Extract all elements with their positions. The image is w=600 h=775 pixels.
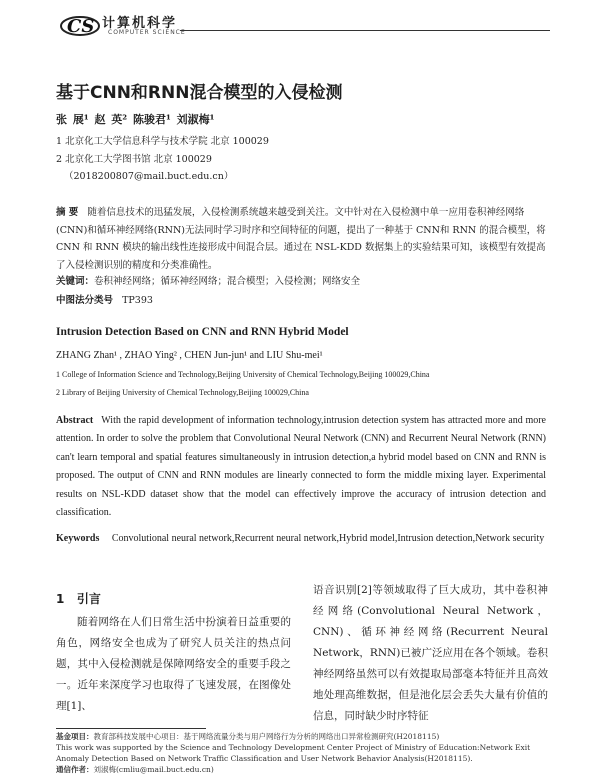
section-title: 引言 bbox=[76, 592, 101, 606]
footnote-author bbox=[56, 764, 556, 775]
affiliation-cn-2: 2 北京化工大学图书馆 北京 100029 bbox=[56, 154, 212, 165]
keywords-en-label: Keywords bbox=[56, 533, 100, 544]
cs-logo-icon bbox=[60, 10, 102, 40]
body-column-left: 随着网络在人们日常生活中扮演着日益重要的角色，网络安全也成为了研究人员关注的热点问题，其中入侵检测就是保障网络安全的重要手段之一。近年来深度学习也取得了飞速发展，在图像处理[1]、 bbox=[56, 616, 291, 712]
affiliation-en-1: 1 College of Information Science and Technology,Beijing University of Chemical Technology,Beijing 100029,China bbox=[56, 370, 430, 379]
abstract-en-text: With the rapid development of information technology,intrusion detection system has attracted more and more attention. In order to solve the problem that Convolutional Neural Network (CNN) and Recurrent Neural Network (RNN) can't learn temporal and spatial features simultaneously in intrusion detection,a hybrid model based on CNN and RNN is proposed. The output of CNN and RNN modules are linearly connected to form the middle mixing layer. Experimental results on NSL-KDD dataset show that the model can effectively improve the accuracy of intrusion detection and classification. bbox=[56, 415, 546, 519]
abstract-cn-text: 随着信息技术的迅猛发展，入侵检测系统越来越受到关注。文中针对在入侵检测中单一应用卷积神经网络(CNN)和循环神经网络(RNN)无法同时学习时序和空间特征的问题，提出了一种基于 CNN和 RNN 的混合模型，将 CNN 和 RNN 模块的输出线性连接形成中间混合层。通过在 NSL-KDD 数据集上的实验结果可知，该模型有效提高了入侵检测识别的精度和分类准确性。 bbox=[56, 207, 546, 271]
paper-title-cn: 基于CNN和RNN混合模型的入侵检测 bbox=[56, 83, 343, 103]
affiliation-en-2: 2 Library of Beijing University of Chemical Technology,Beijing 100029,China bbox=[56, 388, 309, 397]
footnote-fund-cn-text: 教育部科技发展中心项目：基于网络流量分类与用户网络行为分析的网络出口异常检测研究(H2018115) bbox=[93, 732, 440, 741]
footnote-author-text: 刘淑梅(cmliu@mail.buct.edu.cn) bbox=[93, 765, 214, 774]
journal-logo bbox=[60, 10, 190, 40]
abstract-cn-label: 摘 要 bbox=[56, 207, 79, 218]
header-rule bbox=[180, 30, 550, 31]
body-column-right: 语音识别[2]等领域取得了巨大成功，其中卷积神经网络(Convolutional Neural Network，CNN)、循环神经网络(Recurrent Neural Network，RNN)已被广泛应用在各个领域。卷积神经网络虽然可以有效提取局部毫本特征并且高效地处理高维数据，但是池化层会丢失大量有价值的信息，同时缺少时序特征 bbox=[313, 584, 548, 722]
authors-cn: 张 展¹ 赵 英² 陈骏君¹ 刘淑梅¹ bbox=[56, 113, 215, 126]
abstract-en bbox=[56, 412, 546, 522]
author-email: （2018200807@mail.buct.edu.cn） bbox=[64, 171, 234, 182]
clc-value: TP393 bbox=[122, 295, 153, 306]
keywords-en bbox=[56, 530, 546, 548]
clc-label: 中图法分类号 bbox=[56, 295, 114, 306]
paper-title-en: Intrusion Detection Based on CNN and RNN Hybrid Model bbox=[56, 326, 349, 338]
keywords-cn bbox=[56, 273, 360, 287]
section-number: 1 bbox=[56, 592, 65, 606]
keywords-en-text: Convolutional neural network,Recurrent neural network,Hybrid model,Intrusion detection,Network security bbox=[111, 533, 545, 544]
footnote-fund-cn bbox=[56, 731, 556, 742]
clc-number bbox=[56, 292, 153, 306]
keywords-cn-label: 关键词： bbox=[56, 276, 95, 287]
footnote bbox=[56, 731, 556, 775]
footnote-fund-en: This work was supported by the Science and Technology Development Center Project of Ministry of Education:Network Exit Anomaly Detection Based on Network Traffic Classification and User Network Behavior Analysis(H2018115). bbox=[56, 743, 531, 763]
footnote-fund-label: 基金项目： bbox=[56, 732, 94, 741]
abstract-en-label: Abstract bbox=[56, 415, 94, 426]
section-heading bbox=[56, 590, 101, 607]
svg-text:CS: CS bbox=[67, 16, 95, 37]
abstract-cn bbox=[56, 204, 546, 274]
affiliation-cn-1: 1 北京化工大学信息科学与技术学院 北京 100029 bbox=[56, 136, 269, 147]
journal-name-cn: 计算机科学 bbox=[102, 16, 178, 31]
footnote-rule bbox=[56, 728, 206, 729]
authors-en: ZHANG Zhan¹ , ZHAO Ying² , CHEN Jun-jun¹ and LIU Shu-mei¹ bbox=[56, 350, 323, 361]
journal-name-en: COMPUTER SCIENCE bbox=[108, 29, 186, 36]
keywords-cn-text: 卷积神经网络；循环神经网络；混合模型；入侵检测；网络安全 bbox=[94, 276, 361, 287]
footnote-author-label: 通信作者： bbox=[56, 765, 94, 774]
